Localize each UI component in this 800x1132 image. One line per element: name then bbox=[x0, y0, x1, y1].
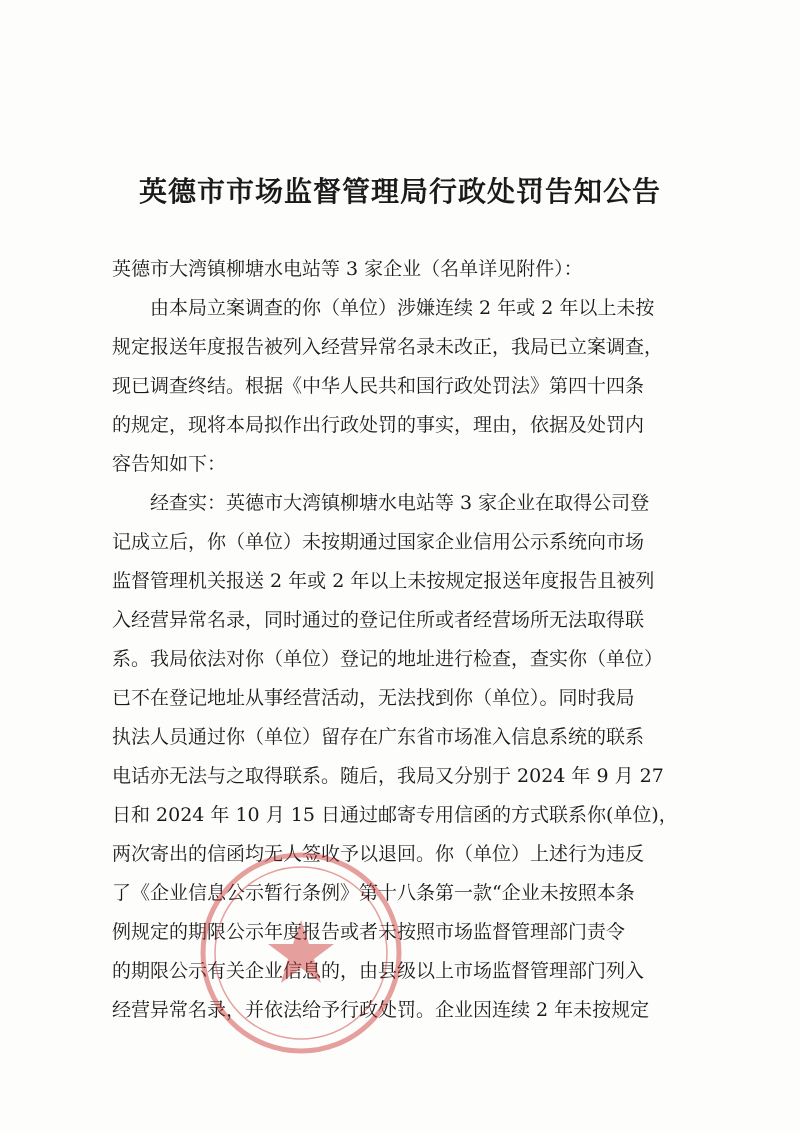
text-line: 系。我局依法对你（单位）登记的地址进行检查，查实你（单位） bbox=[112, 648, 664, 670]
text-line: 的规定，现将本局拟作出行政处罚的事实，理由，依据及处罚内 bbox=[112, 414, 645, 436]
text-line: 经营异常名录，并依法给予行政处罚。企业因连续 2 年未按规定 bbox=[112, 999, 650, 1021]
text-line: 已不在登记地址从事经营活动，无法找到你（单位）。同时我局 bbox=[112, 687, 635, 709]
official-seal-stamp bbox=[196, 848, 406, 1058]
text-line: 监督管理机关报送 2 年或 2 年以上未按规定报送年度报告且被列 bbox=[112, 570, 655, 592]
text-line: 了《企业信息公示暂行条例》第十八条第一款“企业未按照本条 bbox=[112, 882, 635, 904]
text-line: 由本局立案调查的你（单位）涉嫌连续 2 年或 2 年以上未按 bbox=[150, 297, 655, 319]
text-line: 电话亦无法与之取得联系。随后，我局又分别于 2024 年 9 月 27 bbox=[112, 765, 664, 787]
text-line: 规定报送年度报告被列入经营异常名录未改正，我局已立案调查， bbox=[112, 336, 664, 358]
addressee-line: 英德市大湾镇柳塘水电站等 3 家企业（名单详见附件）： bbox=[112, 258, 583, 280]
text-line: 现已调查终结。根据《中华人民共和国行政处罚法》第四十四条 bbox=[112, 375, 645, 397]
text-line: 两次寄出的信函均无人签收予以退回。你（单位）上述行为违反 bbox=[112, 843, 645, 865]
text-line: 执法人员通过你（单位）留存在广东省市场准入信息系统的联系 bbox=[112, 726, 645, 748]
document-title: 英德市市场监督管理局行政处罚告知公告 bbox=[138, 175, 661, 208]
text-line: 经查实：英德市大湾镇柳塘水电站等 3 家企业在取得公司登 bbox=[150, 492, 650, 514]
text-line: 记成立后，你（单位）未按期通过国家企业信用公示系统向市场 bbox=[112, 531, 645, 553]
text-line: 入经营异常名录，同时通过的登记住所或者经营场所无法取得联 bbox=[112, 609, 645, 631]
text-line: 例规定的期限公示年度报告或者未按照市场监督管理部门责令 bbox=[112, 921, 626, 943]
text-line: 的期限公示有关企业信息的，由县级以上市场监督管理部门列入 bbox=[112, 960, 645, 982]
seal-star-icon bbox=[268, 920, 334, 983]
text-line: 日和 2024 年 10 月 15 日通过邮寄专用信函的方式联系你(单位)， bbox=[112, 804, 678, 826]
text-line: 容告知如下： bbox=[112, 453, 227, 475]
